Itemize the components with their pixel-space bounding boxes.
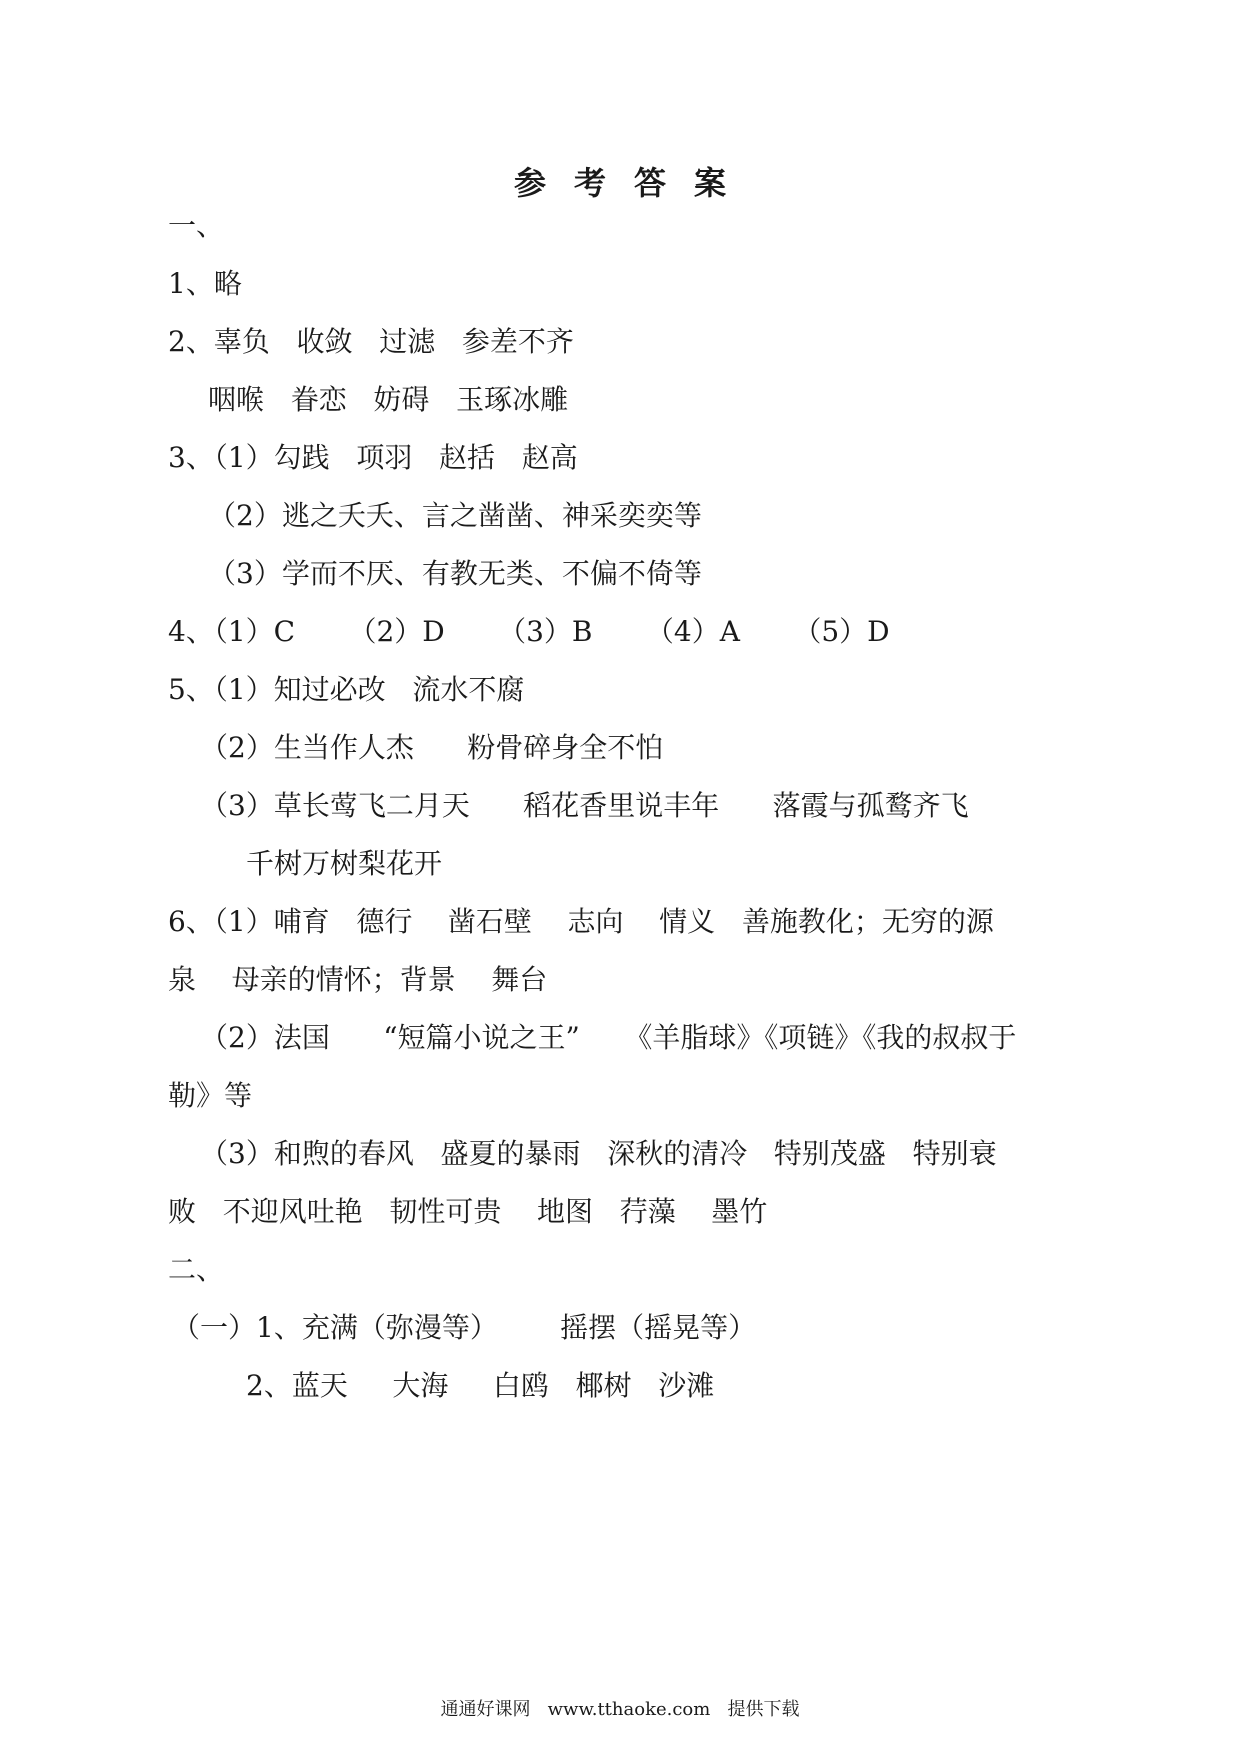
answer-line: （一）1、充满（弥漫等） 摇摆（摇晃等） — [172, 1311, 757, 1344]
answer-line: （3）和煦的春风 盛夏的暴雨 深秋的清冷 特别茂盛 特别衰 — [200, 1137, 997, 1170]
answer-line: 勒》等 — [168, 1079, 253, 1112]
section-heading-2: 二、 — [168, 1253, 225, 1286]
answer-line: 2、蓝天 大海 白鸥 椰树 沙滩 — [246, 1369, 715, 1402]
answer-line: 千树万树梨花开 — [246, 847, 443, 880]
answer-line: （3）学而不厌、有教无类、不偏不倚等 — [208, 557, 702, 590]
section-heading-1: 一、 — [168, 209, 225, 242]
answer-line: 败 不迎风吐艳 韧性可贵 地图 荇藻 墨竹 — [168, 1195, 768, 1228]
answer-line: 泉 母亲的情怀；背景 舞台 — [168, 963, 548, 996]
page-footer: 通通好课网 www.tthaoke.com 提供下载 — [440, 1699, 800, 1720]
answer-line: 6、（1）哺育 德行 凿石壁 志向 情义 善施教化；无穷的源 — [168, 905, 994, 938]
answer-line: 2、辜负 收敛 过滤 参差不齐 — [168, 325, 574, 358]
answer-line: 5、（1）知过必改 流水不腐 — [168, 673, 525, 706]
answer-line: 咽喉 眷恋 妨碍 玉琢冰雕 — [208, 383, 569, 416]
answer-line: 3、（1）勾践 项羽 赵括 赵高 — [168, 441, 578, 474]
answer-line: （3）草长莺飞二月天 稻花香里说丰年 落霞与孤鹜齐飞 — [200, 789, 969, 822]
answer-line: 4、（1）C （2）D （3）B （4）A （5）D — [168, 615, 890, 648]
answer-line: （2）逃之夭夭、言之凿凿、神采奕奕等 — [208, 499, 702, 532]
answer-line: （2）生当作人杰 粉骨碎身全不怕 — [200, 731, 664, 764]
page-title: 参考答案 — [513, 164, 754, 202]
answer-line: 1、略 — [168, 267, 242, 300]
answer-line: （2）法国 “短篇小说之王” 《羊脂球》《项链》《我的叔叔于 — [200, 1021, 1017, 1054]
